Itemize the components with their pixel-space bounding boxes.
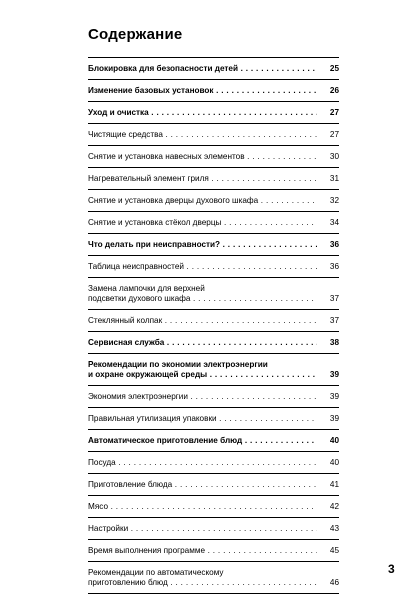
toc-entry-page: 25 — [329, 64, 339, 73]
toc-entry-page: 39 — [329, 392, 339, 401]
toc-entry-line: Рекомендации по автоматическому — [88, 568, 224, 577]
toc-entry[interactable] — [88, 80, 339, 102]
toc-entry-page: 39 — [329, 414, 339, 423]
toc-entry-line: Экономия электроэнергии . . . — [88, 392, 317, 402]
toc-entry-page: 27 — [329, 108, 339, 117]
toc-entry[interactable] — [88, 332, 339, 354]
toc-entry-label — [88, 568, 317, 588]
toc-entry-label — [88, 436, 317, 446]
toc-entry-line: Изменение базовых установок . . . — [88, 86, 317, 96]
toc-entry-line: Уход и очистка . . . — [88, 108, 317, 118]
toc-entry-page: 27 — [329, 130, 339, 139]
toc-entry[interactable] — [88, 234, 339, 256]
toc-entry-line: Сервисная служба . . . — [88, 338, 317, 348]
toc-entry-label — [88, 458, 317, 468]
toc-entry-line: Автоматическое приготовление блюд . . . — [88, 436, 317, 446]
toc-entry-page: 36 — [329, 240, 339, 249]
toc-entry[interactable] — [88, 168, 339, 190]
toc-entry-line: Время выполнения программе . . . — [88, 546, 317, 556]
toc-entry-line: Приготовление блюда . . . — [88, 480, 317, 490]
toc-entry-page: 38 — [329, 338, 339, 347]
toc-entry-label — [88, 392, 317, 402]
toc-entry-line: Таблица неисправностей . . . — [88, 262, 317, 272]
toc-entry-line: Замена лампочки для верхней — [88, 284, 205, 293]
toc-entry[interactable] — [88, 562, 339, 594]
toc-entry-label — [88, 480, 317, 490]
toc-entry-label — [88, 130, 317, 140]
toc-entry-label — [88, 108, 317, 118]
toc-entry-page: 42 — [329, 502, 339, 511]
toc-entry-page: 46 — [329, 578, 339, 587]
toc-entry[interactable] — [88, 256, 339, 278]
toc-entry-line: Чистящие средства . . . — [88, 130, 317, 140]
toc-entry-page: 45 — [329, 546, 339, 555]
page-number: 3 — [388, 562, 395, 576]
toc-entry[interactable] — [88, 430, 339, 452]
toc-entry-line: Нагревательный элемент гриля . . . — [88, 174, 317, 184]
table-of-contents — [88, 57, 339, 594]
toc-entry-label — [88, 64, 317, 74]
toc-entry-page: 37 — [329, 294, 339, 303]
toc-entry[interactable] — [88, 386, 339, 408]
toc-entry-label — [88, 360, 317, 380]
toc-entry-page: 31 — [329, 174, 339, 183]
toc-entry-label — [88, 546, 317, 556]
toc-entry-line: Стеклянный колпак . . . — [88, 316, 317, 326]
toc-entry[interactable] — [88, 496, 339, 518]
toc-entry-line: и охране окружающей среды . . . — [88, 370, 317, 380]
toc-entry-line: Рекомендации по экономии электроэнергии — [88, 360, 268, 369]
toc-entry-page: 36 — [329, 262, 339, 271]
toc-entry[interactable] — [88, 212, 339, 234]
toc-entry[interactable] — [88, 540, 339, 562]
toc-entry[interactable] — [88, 452, 339, 474]
toc-entry[interactable] — [88, 474, 339, 496]
toc-entry-label — [88, 524, 317, 534]
toc-entry-label — [88, 338, 317, 348]
toc-entry-line: Блокировка для безопасности детей . . . — [88, 64, 317, 74]
page-title: Содержание — [88, 26, 183, 43]
toc-entry-label — [88, 240, 317, 250]
toc-entry-page: 40 — [329, 458, 339, 467]
toc-entry[interactable] — [88, 310, 339, 332]
toc-entry-page: 41 — [329, 480, 339, 489]
toc-entry-line: подсветки духового шкафа . . . — [88, 294, 317, 304]
toc-entry-page: 30 — [329, 152, 339, 161]
toc-entry-line: Настройки . . . — [88, 524, 317, 534]
toc-entry-page: 39 — [329, 370, 339, 379]
toc-entry[interactable] — [88, 146, 339, 168]
toc-entry[interactable] — [88, 278, 339, 310]
toc-entry-line: Снятие и установка навесных элементов . . . — [88, 152, 317, 162]
toc-entry-label — [88, 284, 317, 304]
toc-entry[interactable] — [88, 58, 339, 80]
toc-entry[interactable] — [88, 102, 339, 124]
toc-entry-line: Правильная утилизация упаковки . . . — [88, 414, 317, 424]
toc-entry-label — [88, 86, 317, 96]
toc-entry-line: Что делать при неисправности? . . . — [88, 240, 317, 250]
toc-entry[interactable] — [88, 518, 339, 540]
toc-entry-label — [88, 262, 317, 272]
toc-entry-label — [88, 196, 317, 206]
toc-entry-page: 40 — [329, 436, 339, 445]
toc-entry[interactable] — [88, 190, 339, 212]
toc-entry-label — [88, 174, 317, 184]
toc-entry-line: Снятие и установка дверцы духового шкафа . . . — [88, 196, 317, 206]
toc-entry-line: Посуда . . . — [88, 458, 317, 468]
toc-entry-page: 26 — [329, 86, 339, 95]
toc-entry-label — [88, 218, 317, 228]
toc-entry-line: Мясо . . . — [88, 502, 317, 512]
toc-entry-page: 34 — [329, 218, 339, 227]
toc-entry[interactable] — [88, 408, 339, 430]
toc-entry-line: приготовлению блюд . . . — [88, 578, 317, 588]
toc-entry-page: 43 — [329, 524, 339, 533]
toc-entry-label — [88, 316, 317, 326]
toc-entry-label — [88, 502, 317, 512]
toc-entry-label — [88, 152, 317, 162]
toc-entry[interactable] — [88, 354, 339, 386]
toc-entry[interactable] — [88, 124, 339, 146]
toc-entry-line: Снятие и установка стёкол дверцы . . . — [88, 218, 317, 228]
toc-entry-page: 37 — [329, 316, 339, 325]
toc-entry-label — [88, 414, 317, 424]
toc-entry-page: 32 — [329, 196, 339, 205]
